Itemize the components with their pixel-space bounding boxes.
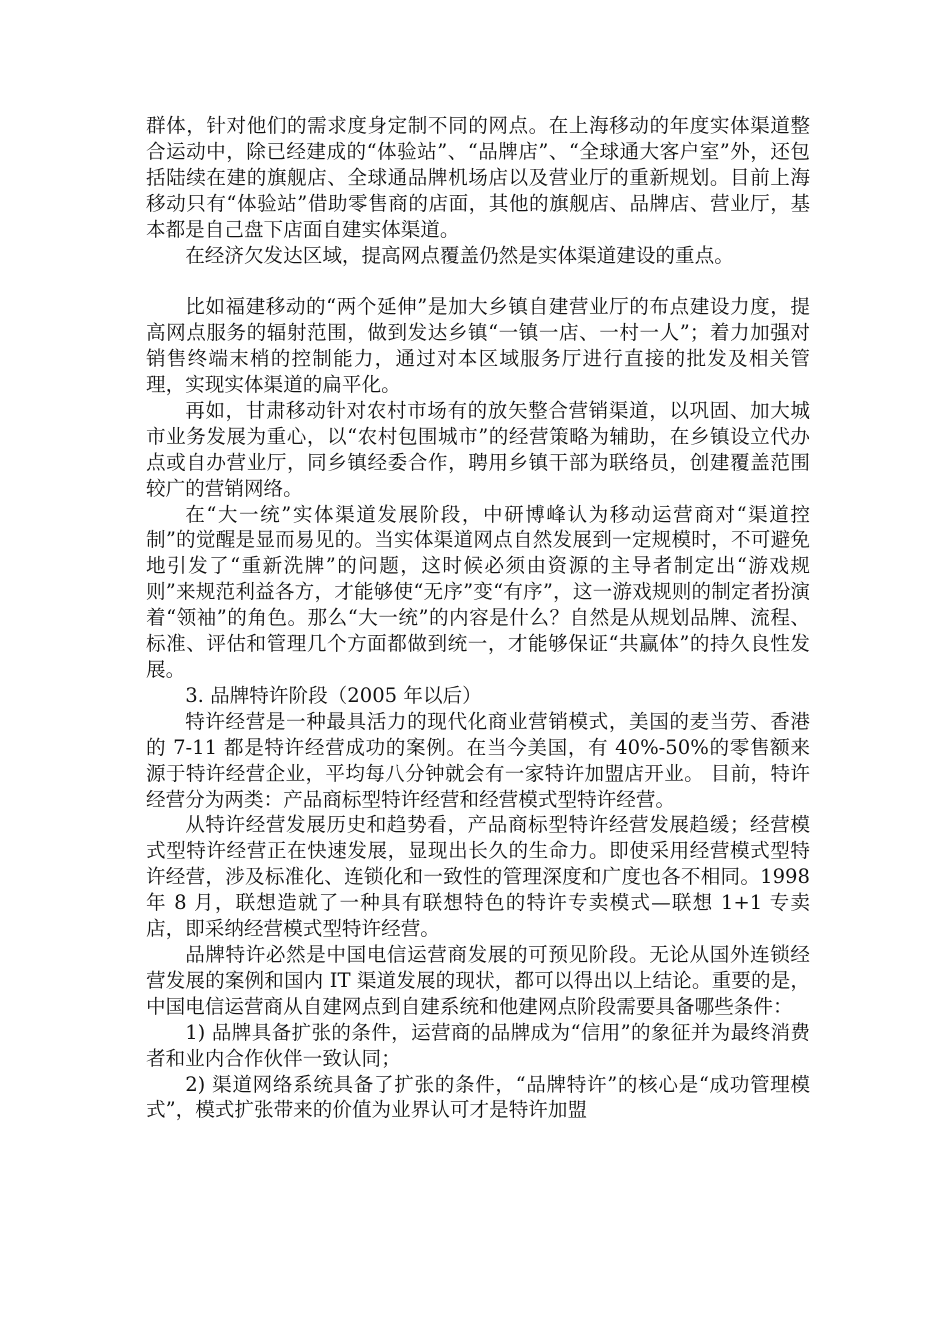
paragraph-franchise-trends: 从特许经营发展历史和趋势看，产品商标型特许经营发展趋缓；经营模式型特许经营正在快速发展，显现出长久的生命力。即使采用经营模式型特许经营，涉及标准化、连锁化和一致性的管理深度和广度也各不相同。1998 年 8 月，联想造就了一种具有联想特色的特许专卖模式—联想 1+1 专卖店，即采纳经营模式型特许经营。 bbox=[146, 813, 810, 941]
paragraph-shanghai-channels: 群体，针对他们的需求度身定制不同的网点。在上海移动的年度实体渠道整合运动中，除已经建成的“体验站”、“品牌店”、“全球通大客户室”外，还包括陆续在建的旗舰店、全球通品牌机场店以及营业厅的重新规划。目前上海移动只有“体验站”借助零售商的店面，其他的旗舰店、品牌店、营业厅，基本都是自己盘下店面自建实体渠道。 bbox=[146, 114, 810, 241]
list-item-condition-2: 2) 渠道网络系统具备了扩张的条件，“品牌特许”的核心是“成功管理模式”，模式扩张带来的价值为业界认可才是特许加盟 bbox=[146, 1072, 810, 1122]
paragraph-franchise-intro: 特许经营是一种最具活力的现代化商业营销模式，美国的麦当劳、香港的 7-11 都是特许经营成功的案例。在当今美国，有 40%-50%的零售额来源于特许经营企业，平均每八分钟就会有一家特许加盟店开业。 目前，特许经营分为两类：产品商标型特许经营和经营模式型特许经营。 bbox=[146, 709, 810, 811]
paragraph-unified-stage: 在“大一统”实体渠道发展阶段，中研博峰认为移动运营商对“渠道控制”的觉醒是显而易见的。当实体渠道网点自然发展到一定规模时，不可避免地引发了“重新洗牌”的问题，这时候必须由资源的主导者制定出“游戏规则”来规范利益各方，才能够使“无序”变“有序”，这一游戏规则的制定者扮演着“领袖”的角色。那么“大一统”的内容是什么？自然是从规划品牌、流程、标准、评估和管理几个方面都做到统一，才能够保证“共赢体”的持久良性发展。 bbox=[146, 502, 810, 682]
document-body bbox=[146, 113, 810, 1123]
list-item-condition-1: 1) 品牌具备扩张的条件，运营商的品牌成为“信用”的象征并为最终消费者和业内合作伙伴一致认同； bbox=[146, 1020, 810, 1070]
paragraph-gansu-example: 再如，甘肃移动针对农村市场有的放矢整合营销渠道，以巩固、加大城市业务发展为重心，以“农村包围城市”的经营策略为辅助，在乡镇设立代办点或自办营业厅，同乡镇经委合作，聘用乡镇干部为联络员，创建覆盖范围较广的营销网络。 bbox=[146, 398, 810, 500]
paragraph-underdeveloped-regions: 在经济欠发达区域，提高网点覆盖仍然是实体渠道建设的重点。 bbox=[185, 243, 734, 267]
section-heading-brand-franchise: 3. 品牌特许阶段（2005 年以后） bbox=[185, 683, 482, 707]
paragraph-brand-franchise-stage: 品牌特许必然是中国电信运营商发展的可预见阶段。无论从国外连锁经营发展的案例和国内 IT 渠道发展的现状，都可以得出以上结论。重要的是，中国电信运营商从自建网点到自建系统和他建网点阶段需要具备哪些条件： bbox=[146, 942, 810, 1018]
paragraph-fujian-example: 比如福建移动的“两个延伸”是加大乡镇自建营业厅的布点建设力度，提高网点服务的辐射范围，做到发达乡镇“一镇一店、一村一人”；着力加强对销售终端末梢的控制能力，通过对本区域服务厅进行直接的批发及相关管理，实现实体渠道的扁平化。 bbox=[146, 295, 810, 397]
